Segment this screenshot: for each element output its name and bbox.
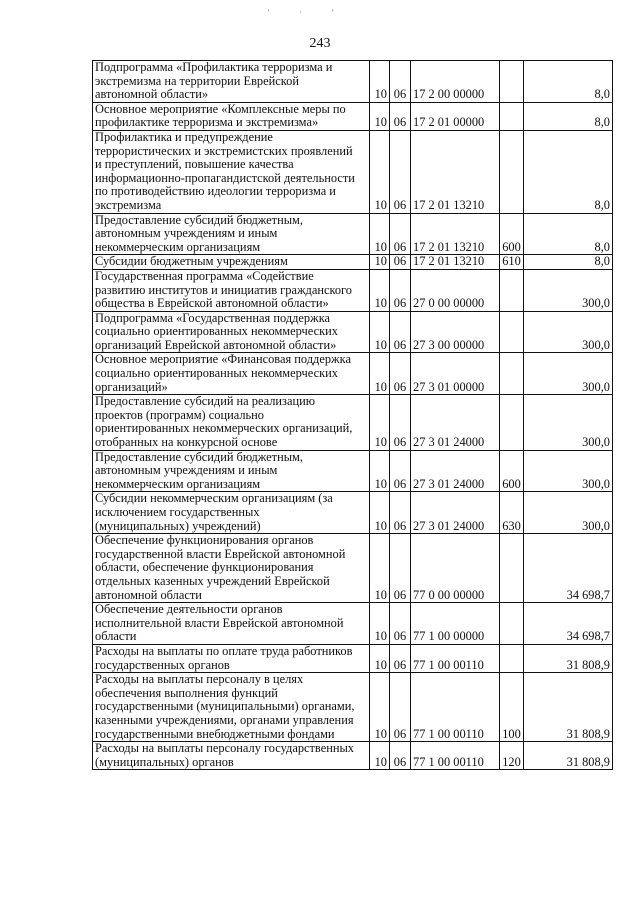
- row-name-line: (муниципальных) учреждений): [95, 518, 261, 533]
- row-name-line: профилактике терроризма и экстремизма»: [95, 115, 319, 130]
- amount: 31 808,9: [524, 742, 613, 770]
- row-name-line: автономным учреждениям и иным: [95, 226, 278, 241]
- section-code: 10: [370, 269, 390, 311]
- expense-type-code: 630: [500, 492, 524, 534]
- target-article-code: 17 2 01 13210: [411, 213, 500, 255]
- table-row: [93, 255, 613, 270]
- row-name-line: Подпрограмма «Профилактика терроризма и: [95, 60, 333, 74]
- target-article-code: 27 3 01 24000: [411, 492, 500, 534]
- row-name-line: организаций»: [95, 379, 168, 394]
- subsection-code: 06: [390, 492, 411, 534]
- table-row: [93, 742, 613, 770]
- expense-type-code: 600: [500, 213, 524, 255]
- row-name-line: Расходы на выплаты персоналу в целях: [95, 672, 304, 687]
- amount: 300,0: [524, 311, 613, 353]
- table-row: [93, 130, 613, 213]
- row-name: [93, 644, 370, 672]
- row-name: [93, 311, 370, 353]
- subsection-code: 06: [390, 130, 411, 213]
- table-row: [93, 311, 613, 353]
- row-name: [93, 673, 370, 742]
- subsection-code: 06: [390, 255, 411, 270]
- row-name-line: террористических и экстремистских проявлений: [95, 143, 353, 158]
- row-name: [93, 492, 370, 534]
- row-name: [93, 603, 370, 645]
- row-name-line: области: [95, 629, 137, 644]
- row-name-line: Предоставление субсидий на реализацию: [95, 394, 315, 409]
- row-name-line: государственной власти Еврейской автономной: [95, 546, 346, 561]
- section-code: 10: [370, 492, 390, 534]
- target-article-code: 27 3 01 00000: [411, 353, 500, 395]
- subsection-code: 06: [390, 353, 411, 395]
- row-name-line: Субсидии некоммерческим организациям (за: [95, 491, 333, 506]
- row-name-line: обеспечения выполнения функций: [95, 685, 278, 700]
- budget-table: [92, 60, 613, 770]
- row-name-line: Расходы на выплаты по оплате труда работников: [95, 643, 353, 658]
- row-name: [93, 269, 370, 311]
- expense-type-code: [500, 603, 524, 645]
- row-name-line: автономной области»: [95, 87, 209, 102]
- amount: 34 698,7: [524, 534, 613, 603]
- expense-type-code: [500, 61, 524, 103]
- subsection-code: 06: [390, 534, 411, 603]
- amount: 8,0: [524, 255, 613, 270]
- subsection-code: 06: [390, 311, 411, 353]
- subsection-code: 06: [390, 450, 411, 492]
- subsection-code: 06: [390, 269, 411, 311]
- section-code: 10: [370, 742, 390, 770]
- target-article-code: 77 1 00 00110: [411, 673, 500, 742]
- table-row: [93, 534, 613, 603]
- row-name-line: (муниципальных) органов: [95, 754, 234, 769]
- subsection-code: 06: [390, 213, 411, 255]
- row-name: [93, 742, 370, 770]
- row-name: [93, 61, 370, 103]
- amount: 300,0: [524, 492, 613, 534]
- row-name-line: казенными учреждениями, органами управления: [95, 712, 354, 727]
- row-name-line: Обеспечение функционирования органов: [95, 533, 314, 548]
- scan-specks: ' · ': [268, 8, 348, 17]
- target-article-code: 17 2 01 13210: [411, 255, 500, 270]
- table-row: [93, 102, 613, 130]
- row-name: [93, 395, 370, 450]
- expense-type-code: 610: [500, 255, 524, 270]
- section-code: 10: [370, 213, 390, 255]
- row-name-line: и преступлений, повышение качества: [95, 157, 294, 172]
- row-name-line: организаций Еврейской автономной области»: [95, 337, 337, 352]
- section-code: 10: [370, 311, 390, 353]
- expense-type-code: [500, 353, 524, 395]
- row-name-line: Основное мероприятие «Комплексные меры по: [95, 101, 346, 116]
- amount: 8,0: [524, 61, 613, 103]
- target-article-code: 27 3 00 00000: [411, 311, 500, 353]
- row-name: [93, 255, 370, 270]
- section-code: 10: [370, 450, 390, 492]
- subsection-code: 06: [390, 742, 411, 770]
- row-name-line: проектов (программ) социально: [95, 407, 264, 422]
- expense-type-code: [500, 130, 524, 213]
- target-article-code: 17 2 00 00000: [411, 61, 500, 103]
- row-name-line: Основное мероприятие «Финансовая поддержка: [95, 352, 351, 367]
- row-name-line: Предоставление субсидий бюджетным,: [95, 212, 303, 227]
- subsection-code: 06: [390, 61, 411, 103]
- row-name-line: области, обеспечение функционирования: [95, 560, 314, 575]
- subsection-code: 06: [390, 673, 411, 742]
- row-name-line: государственных органов: [95, 657, 230, 672]
- row-name-line: информационно-пропагандистской деятельности: [95, 170, 355, 185]
- row-name: [93, 534, 370, 603]
- row-name-line: некоммерческим организациям: [95, 476, 261, 491]
- row-name: [93, 130, 370, 213]
- row-name-line: социально ориентированных некоммерческих: [95, 366, 338, 381]
- target-article-code: 77 0 00 00000: [411, 534, 500, 603]
- budget-table-body: [93, 61, 613, 770]
- target-article-code: 77 1 00 00000: [411, 603, 500, 645]
- row-name-line: некоммерческим организациям: [95, 239, 261, 254]
- row-name-line: государственными внебюджетными фондами: [95, 726, 335, 741]
- target-article-code: 77 1 00 00110: [411, 742, 500, 770]
- row-name-line: Профилактика и предупреждение: [95, 129, 273, 144]
- target-article-code: 77 1 00 00110: [411, 644, 500, 672]
- table-row: [93, 213, 613, 255]
- expense-type-code: [500, 395, 524, 450]
- section-code: 10: [370, 644, 390, 672]
- amount: 8,0: [524, 130, 613, 213]
- section-code: 10: [370, 534, 390, 603]
- amount: 8,0: [524, 102, 613, 130]
- row-name-line: социально ориентированных некоммерческих: [95, 324, 338, 339]
- amount: 34 698,7: [524, 603, 613, 645]
- amount: 31 808,9: [524, 673, 613, 742]
- amount: 300,0: [524, 269, 613, 311]
- row-name-line: экстремизма: [95, 197, 162, 212]
- expense-type-code: [500, 311, 524, 353]
- table-row: [93, 353, 613, 395]
- section-code: 10: [370, 61, 390, 103]
- row-name-line: государственными (муниципальными) органами,: [95, 699, 355, 714]
- amount: 31 808,9: [524, 644, 613, 672]
- expense-type-code: [500, 102, 524, 130]
- row-name-line: исключением государственных: [95, 505, 260, 519]
- table-row: [93, 395, 613, 450]
- row-name-line: исполнительной власти Еврейской автономной: [95, 615, 344, 630]
- page-number: 243: [309, 36, 331, 51]
- row-name-line: Расходы на выплаты персоналу государственных: [95, 741, 354, 756]
- row-name: [93, 213, 370, 255]
- expense-type-code: [500, 644, 524, 672]
- table-row: [93, 644, 613, 672]
- section-code: 10: [370, 255, 390, 270]
- section-code: 10: [370, 673, 390, 742]
- row-name-line: Подпрограмма «Государственная поддержка: [95, 310, 331, 325]
- row-name: [93, 102, 370, 130]
- row-name-line: по противодействию идеологии терроризма и: [95, 184, 336, 199]
- row-name-line: Предоставление субсидий бюджетным,: [95, 449, 303, 464]
- subsection-code: 06: [390, 603, 411, 645]
- row-name-line: отдельных казенных учреждений Еврейской: [95, 573, 330, 588]
- row-name-line: развитию институтов и инициатив гражданского: [95, 282, 353, 297]
- section-code: 10: [370, 603, 390, 645]
- table-row: [93, 269, 613, 311]
- table-row: [93, 492, 613, 534]
- table-row: [93, 61, 613, 103]
- amount: 8,0: [524, 213, 613, 255]
- row-name-line: ориентированных некоммерческих организаций,: [95, 421, 353, 436]
- row-name-line: Обеспечение деятельности органов: [95, 602, 283, 617]
- target-article-code: 17 2 01 13210: [411, 130, 500, 213]
- row-name-line: Государственная программа «Содействие: [95, 268, 314, 283]
- row-name-line: автономным учреждениям и иным: [95, 463, 278, 478]
- subsection-code: 06: [390, 395, 411, 450]
- row-name-line: автономной области: [95, 587, 202, 602]
- target-article-code: 27 3 01 24000: [411, 450, 500, 492]
- row-name-line: Субсидии бюджетным учреждениям: [95, 254, 288, 269]
- expense-type-code: 600: [500, 450, 524, 492]
- expense-type-code: [500, 534, 524, 603]
- subsection-code: 06: [390, 644, 411, 672]
- row-name: [93, 353, 370, 395]
- subsection-code: 06: [390, 102, 411, 130]
- section-code: 10: [370, 102, 390, 130]
- section-code: 10: [370, 395, 390, 450]
- expense-type-code: 120: [500, 742, 524, 770]
- target-article-code: 27 0 00 00000: [411, 269, 500, 311]
- target-article-code: 17 2 01 00000: [411, 102, 500, 130]
- table-row: [93, 450, 613, 492]
- amount: 300,0: [524, 353, 613, 395]
- table-row: [93, 673, 613, 742]
- section-code: 10: [370, 353, 390, 395]
- table-row: [93, 603, 613, 645]
- expense-type-code: 100: [500, 673, 524, 742]
- row-name-line: отобранных на конкурсной основе: [95, 435, 278, 450]
- expense-type-code: [500, 269, 524, 311]
- amount: 300,0: [524, 450, 613, 492]
- row-name-line: экстремизма на территории Еврейской: [95, 73, 299, 88]
- amount: 300,0: [524, 395, 613, 450]
- target-article-code: 27 3 01 24000: [411, 395, 500, 450]
- section-code: 10: [370, 130, 390, 213]
- row-name-line: общества в Еврейской автономной области»: [95, 296, 329, 311]
- row-name: [93, 450, 370, 492]
